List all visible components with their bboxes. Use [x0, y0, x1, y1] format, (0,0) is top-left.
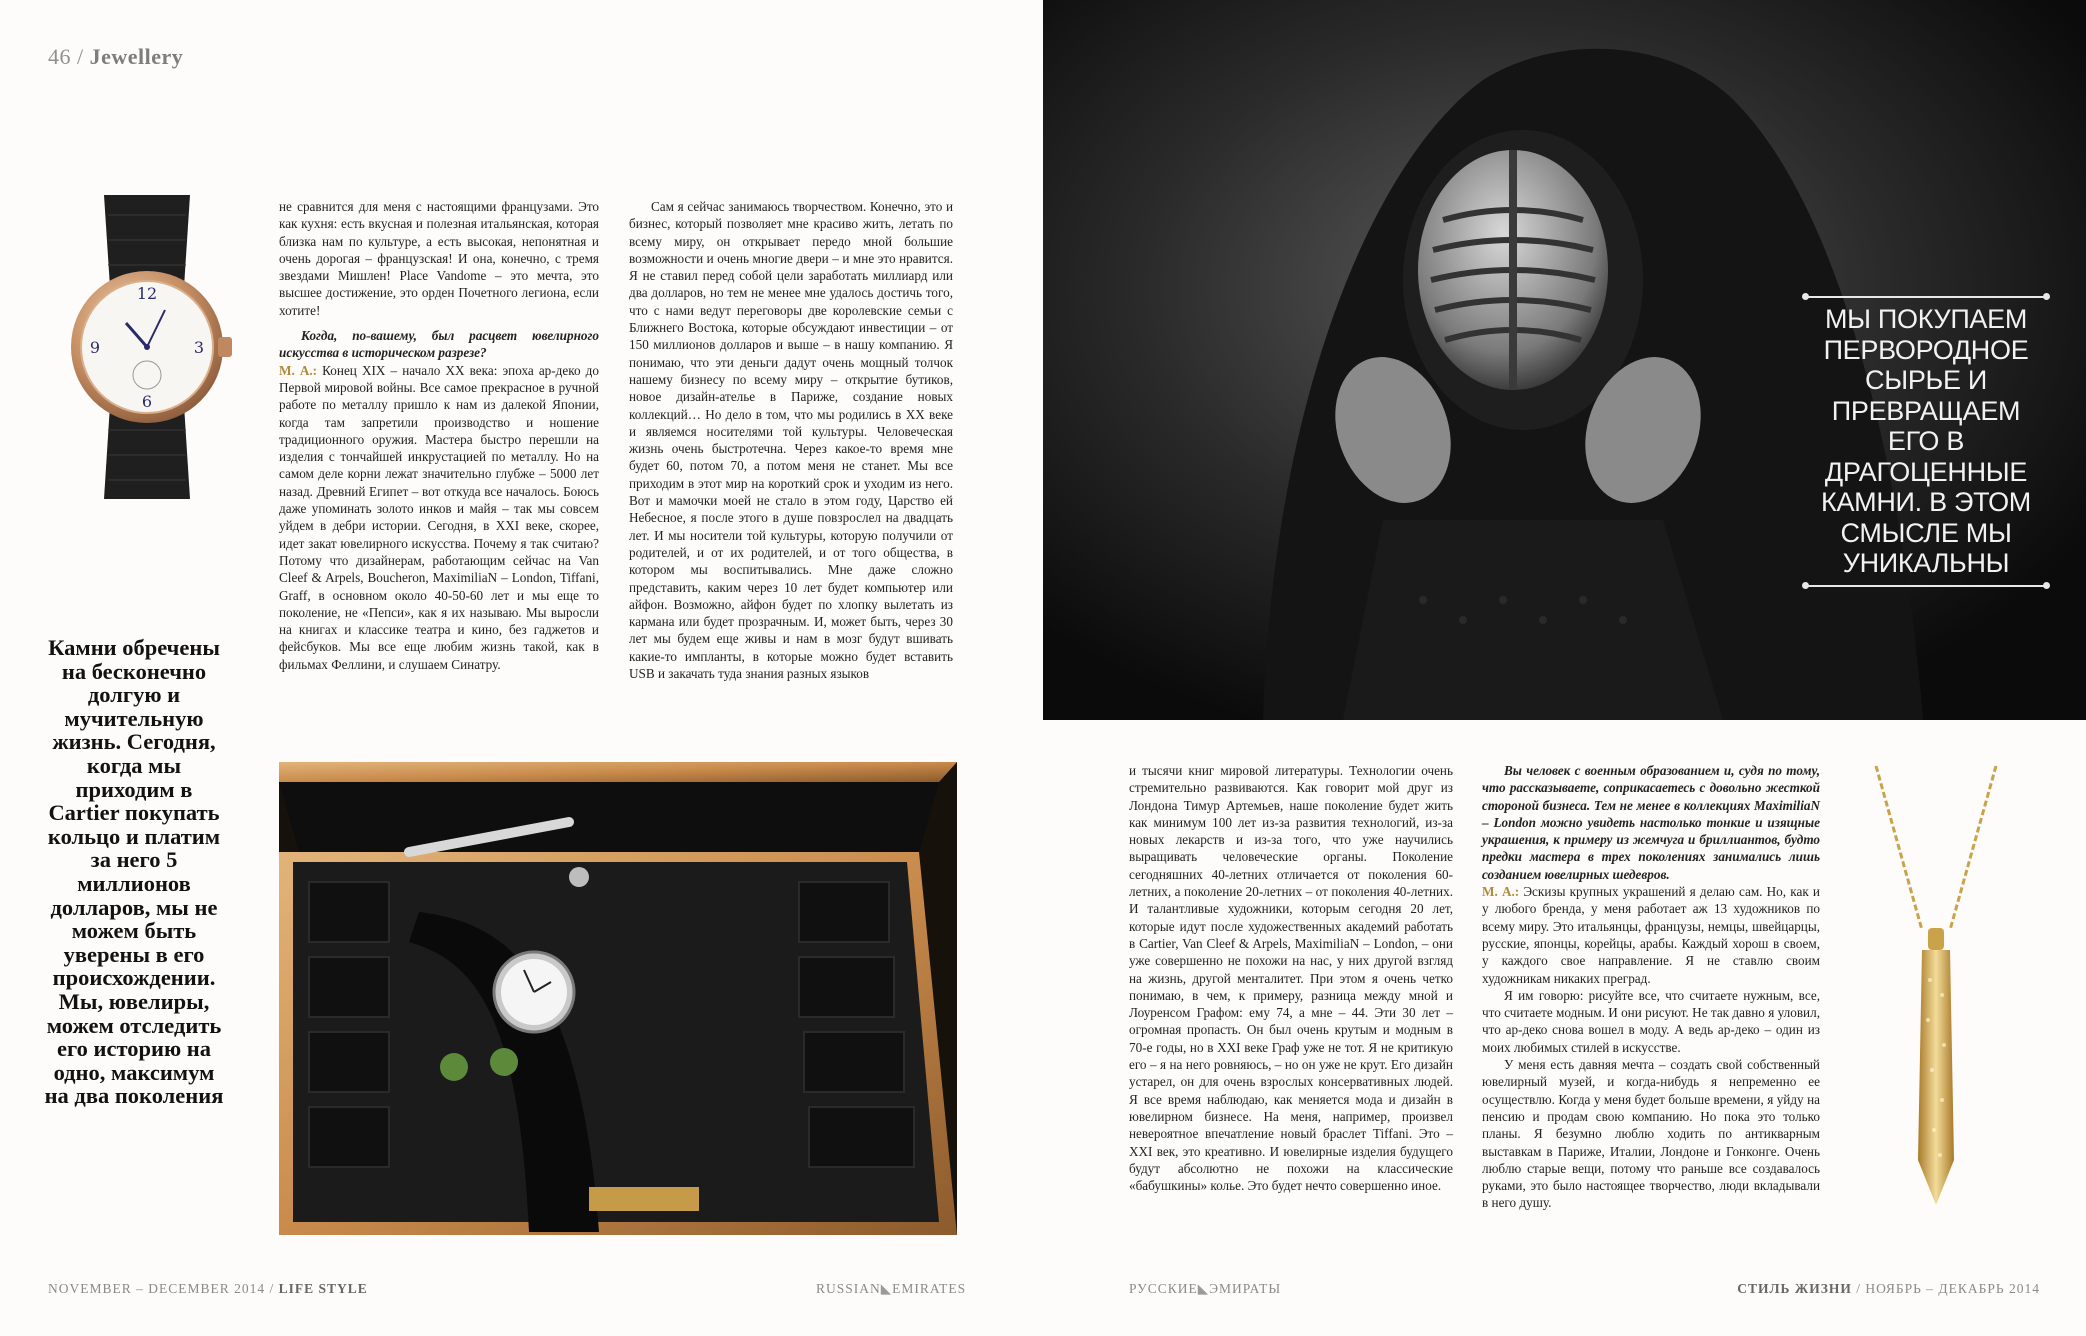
brand-ru-part-1: РУССКИЕ: [1129, 1281, 1198, 1296]
answer-label: М. А.:: [279, 362, 318, 378]
paragraph: и тысячи книг мировой литературы. Технологии очень стремительно развиваются. Как говорит мой друг из Лондона Тимур Артемьев, наше поколение будет жить как минимум 100 лет из-за развития технологий, из-за новых лекарств и из-за того, что уже научились выращивать человеческие органы. Поколение сегодняшних 40-летних отличается от поколения 60-летних, а поколение 20-летних – от поколения 40-летних. И талантливые художники, которым сегодня 20 лет, которые идут после художественных академий работать в Cartier, Van Cleef & Arpels, MaximiliaN – London, – они уже совершенно не похожи на нас, у них другой взгляд на жизнь, другой менталитет. При этом я очень четко понимаю, в чем, к примеру, разница между мной и Лоуренсом Графом: ему 74, а мне – 44. Эти 30 лет – огромная пропасть. Он был очень крутым и модным в 70-е годы, но в XXI веке Граф уже не тот. Я не критикую его – я на него ровняюсь, – но он уже не крут. Его дизайн устарел, он для очень взрослых консервативных людей. Я все время наблюдаю, как меняется мода и дизайн в ювелирном бизнесе. На меня, например, произвел невероятное впечатление новый браслет Tiffani. Это – XXI век, это креативно. И ювелирные изделия будущего будут абсолютно не похожи на классические «бабушкины» колье. Это будет нечто совершенно иное.: [1129, 763, 1453, 1194]
article-column-1: [279, 198, 599, 673]
brand-logo-icon: ◣: [880, 1281, 893, 1296]
pendant-photo: [1862, 760, 2010, 1210]
pull-quote-left: Камни обречены на бесконечно долгую и мучительную жизнь. Сегодня, когда мы приходим в Cartier покупать кольцо и платим за него 5 миллионов долларов, мы не можем быть уверены в его происхождении. Мы, ювелиры, можем отследить его историю на одно, максимум на два поколения: [44, 635, 224, 1109]
footer-right: [1737, 1281, 2040, 1297]
footer-right-date: НОЯБРЬ – ДЕКАБРЬ 2014: [1865, 1281, 2040, 1296]
interview-answer: [279, 362, 599, 673]
footer-brand-en: [816, 1281, 966, 1297]
footer-right-magazine: СТИЛЬ ЖИЗНИ: [1737, 1281, 1852, 1296]
watch-illustration: [44, 195, 250, 499]
left-page-header: [48, 44, 183, 70]
brand-en-part-1: RUSSIAN: [816, 1281, 881, 1296]
svg-text:9: 9: [89, 338, 101, 357]
svg-text:3: 3: [193, 338, 205, 357]
quote-rule-top: [1806, 296, 2046, 298]
footer-separator: /: [269, 1281, 275, 1296]
footer-left-date: NOVEMBER – DECEMBER 2014: [48, 1281, 266, 1296]
brand-ru-part-2: ЭМИРАТЫ: [1209, 1281, 1282, 1296]
watch-box-illustration: [279, 762, 957, 1235]
footer-separator: /: [1856, 1281, 1861, 1296]
answer-text: Конец XIX – начало XX века: эпоха ар-деко до Первой мировой войны. Все самое прекрасное в ручной работе по металлу пришло к нам из далекой Японии, когда там запретили производство и ношение традиционного оружия. Мастера быстро перешли на изделия с тончайшей инкрустацией по металлу. Но на самом деле корни лежат значительно глубже – 5000 лет назад. Древний Египет – вот откуда все началось. Боюсь даже упоминать золото инков и майя – так мы совсем уйдем в дебри истории. Сегодня, в XXI веке, скорее, идет закат ювелирного искусства. Почему я так считаю? Потому что дизайнерам, работающим сейчас на Van Cleef & Arpels, Boucheron, MaximiliaN – London, Tiffani, Graff, в основном около 40-50-60 лет и мы еще то поколение, не «Пепси», как я их называю. Мы выросли на книгах и классике театра и кино, без гаджетов и фейсбуков. Мы все еще любим жизнь такой, как в фильмах Феллини, и слушаем Синатру.: [279, 362, 599, 672]
answer-label: М. А.:: [1482, 884, 1520, 900]
article-column-3: [1129, 762, 1453, 1194]
article-column-2: [629, 198, 953, 682]
svg-text:12: 12: [136, 284, 158, 303]
left-section-title: Jewellery: [89, 44, 184, 69]
interview-question: Вы человек с военным образованием и, судя по тому, что рассказываете, соприкасаетесь с довольно жесткой стороной бизнеса. Тем не менее в коллекциях MaximiliaN – London можно увидеть настолько тонкие и изящные украшения, к примеру из жемчуга и бриллиантов, будто предки мастера в трех поколениях занимались лишь созданием ювелирных шедевров.: [1482, 763, 1820, 882]
svg-text:6: 6: [141, 392, 153, 411]
footer-left-magazine: LIFE STYLE: [278, 1281, 368, 1296]
article-column-4: [1482, 762, 1820, 1212]
brand-en-part-2: EMIRATES: [892, 1281, 967, 1296]
answer-text: Эскизы крупных украшений я делаю сам. Но, как и у любого бренда, у меня работает аж 13 художников по всему миру. Это итальянцы, французы, немцы, швейцарцы, русские, японцы, корейцы, арабы. Каждый хорош в своем, у каждого свое направление. Я не ставлю своим художникам никаких преград.: [1482, 884, 1820, 986]
jewellery-box-photo: [279, 762, 957, 1235]
paragraph: Сам я сейчас занимаюсь творчеством. Конечно, это и бизнес, который позволяет мне красиво жить, летать по всему миру, он открывает передо мной большие возможности и очень многие двери – и мне это нравится. Я не ставил перед собой цели заработать миллиард или два долларов, но тем не менее мне удалось достичь того, что с нами ведут переговоры две королевские семьи с Ближнего Востока, которые обсуждают инвестиции – от 150 миллионов долларов и выше – в нашу компанию. Я понимаю, что эти деньги дадут очень мощный толчок нашему бизнесу по всему миру – открытие бутиков, новое дизайн-ателье в Париже, создание новых коллекций… Но дело в том, что мы родились в XX веке и являемся носителями той культуры. Человеческая жизнь очень быстротечна. Через какое-то время мне будет 60, потом 70, а потом меня не станет. Мы все приходим в этот мир на короткий срок и уходим из него. Вот и мамочки моей не стало в этом году, Царство ей Небесное, я после этого в душе повзрослел на двадцать лет. И мы носители той культуры, которую получили от родителей, и от их родителей, и от того общества, в котором мы воспитывались. Мне даже сложно представить, каким через 10 лет будет компьютер или айфон. Возможно, айфон будет по хлопку вылетать из кармана или будет прозрачным. И, может быть, через 30 лет мы будем еще живы и нам в мозг будут вшивать какие-то импланты, в которые можно будет вставить USB и закачать туда знания разных языков: [629, 199, 953, 682]
pull-quote-right: [1806, 290, 2046, 593]
pull-quote-right-text: МЫ ПОКУПАЕМ ПЕРВОРОДНОЕ СЫРЬЕ И ПРЕВРАЩАЕМ ЕГО В ДРАГОЦЕННЫЕ КАМНИ. В ЭТОМ СМЫСЛЕ МЫ УНИКАЛЬНЫ: [1821, 304, 2031, 578]
quote-rule-bottom: [1806, 585, 2046, 587]
pendant-illustration: [1862, 760, 2010, 1210]
paragraph: Я им говорю: рисуйте все, что считаете нужным, все, что считаете модным. И они рисуют. Не так давно я уловил, что ар-деко снова вошел в моду. А ведь ар-деко – один из моих любимых стилей в искусстве.: [1482, 987, 1820, 1055]
left-page-number: 46: [48, 44, 71, 69]
footer-brand-ru: [1129, 1281, 1281, 1297]
watch-photo: [44, 195, 250, 499]
footer-left: [48, 1281, 368, 1297]
interview-answer: [1482, 883, 1820, 987]
brand-logo-icon: ◣: [1197, 1281, 1210, 1296]
paragraph: У меня есть давняя мечта – создать свой собственный ювелирный музей, и когда-нибудь я непременно ее осуществлю. Когда у меня будет больше времени, я уйду на пенсию и продам свою компанию. Но пока это только планы. Я безумно люблю ходить по антикварным выставкам в Париже, Италии, Лондоне и Гонконге. Очень люблю старые вещи, потому что раньше все создавалось руками, это было настоящее творчество, люди вкладывали в него душу.: [1482, 1057, 1820, 1211]
interview-question: Когда, по-вашему, был расцвет ювелирного искусства в историческом разрезе?: [279, 328, 599, 361]
paragraph: не сравнится для меня с настоящими французами. Это как кухня: есть вкусная и полезная итальянская, которая близка нам по культуре, а есть высокая, непонятная и очень дорогая – французская! И она, конечно, с тремя звездами Мишлен! Place Vandome – это мечта, это высшее достижение, это орден Почетного легиона, если хотите!: [279, 199, 599, 318]
header-separator: /: [77, 44, 84, 69]
